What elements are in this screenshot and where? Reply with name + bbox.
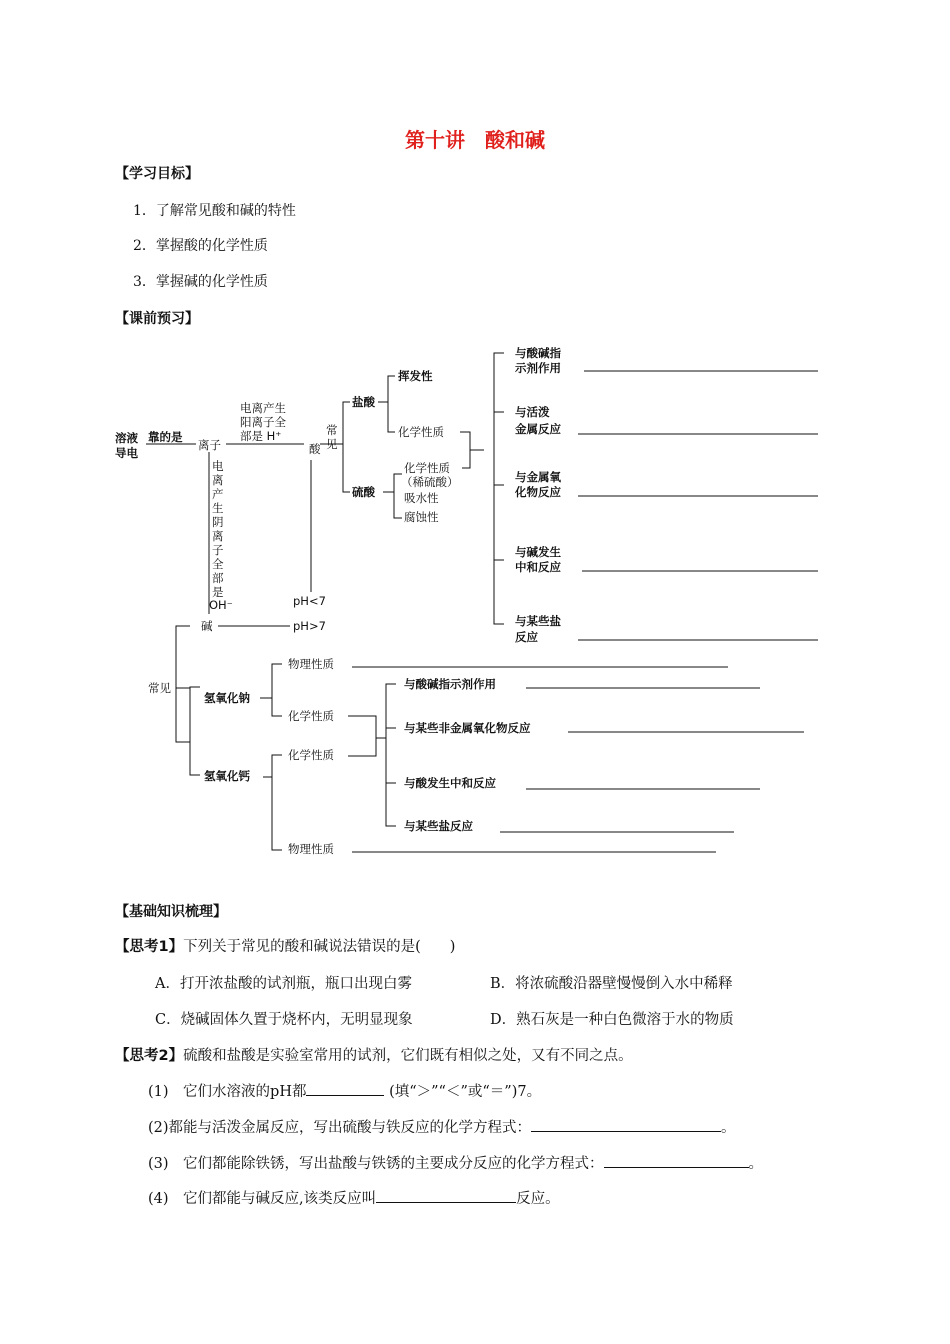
physical-prop-text: 物理性质: [288, 842, 334, 856]
option-c[interactable]: C．烧碱固体久置于烧杯内，无明显现象: [155, 1012, 413, 1028]
chem-prop-text: 化学性质: [398, 425, 444, 439]
solution-conduct-text: 溶液: [115, 431, 138, 445]
anion-def-char: 生: [212, 501, 224, 515]
common-acid-text: 见: [326, 437, 338, 451]
question-stem: 硫酸和盐酸是实验室常用的试剂，它们既有相似之处，又有不同之点。: [183, 1048, 633, 1064]
option-a[interactable]: A．打开浓盐酸的试剂瓶，瓶口出现白雾: [155, 976, 412, 992]
page-title: 第十讲 酸和碱: [405, 128, 545, 152]
cation-def-text: 电离产生: [240, 401, 286, 415]
acid-prop-text: 与碱发生: [515, 545, 561, 559]
sub-question-text: (2)都能与活泼金属反应，写出硫酸与铁反应的化学方程式：: [148, 1120, 532, 1136]
anion-def-char: 部: [212, 571, 224, 585]
review-heading: 【基础知识梳理】: [115, 904, 227, 920]
base-prop-text: 与酸碱指示剂作用: [404, 677, 496, 691]
hcl-text: 盐酸: [352, 395, 375, 409]
water-absorb-text: 吸水性: [404, 491, 439, 505]
question-1: [115, 935, 455, 956]
naoh-text: 氢氧化钠: [204, 691, 250, 705]
acid-prop-text: 示剂作用: [515, 361, 561, 375]
anion-def-char: 电: [212, 459, 224, 473]
physical-prop-text: 物理性质: [288, 657, 334, 671]
corrosive-text: 腐蚀性: [404, 510, 439, 524]
sub-question-4: [148, 1187, 560, 1208]
anion-def-char: 子: [212, 543, 224, 557]
ion-text: 离子: [198, 438, 221, 452]
acid-prop-text: 与某些盐: [515, 614, 561, 628]
question-2: [115, 1044, 633, 1065]
question-tag: 【思考1】: [115, 939, 184, 955]
sub-question-text: 。: [721, 1120, 736, 1136]
base-prop-text: 与某些盐反应: [404, 819, 473, 833]
acid-prop-text: 化物反应: [515, 485, 561, 499]
sub-question-3: [148, 1152, 763, 1173]
chem-prop-dilute-text: （稀硫酸）: [401, 475, 459, 489]
h2so4-text: 硫酸: [352, 485, 375, 499]
sub-question-text: 。: [748, 1156, 764, 1172]
bracket-line: [386, 684, 396, 826]
bracket-line: [348, 716, 376, 756]
objective-item: 1．了解常见酸和碱的特性: [133, 203, 296, 219]
answer-blank[interactable]: [531, 1117, 721, 1132]
rely-on-text: 靠的是: [148, 430, 183, 444]
common-base-text: 常见: [148, 681, 171, 695]
acid-prop-text: 反应: [515, 630, 538, 644]
sub-question-text: (填“＞”“＜”或“＝”)7。: [389, 1084, 542, 1100]
base-prop-text: 与某些非金属氧化物反应: [404, 721, 531, 735]
ph-gt-text: pH>7: [293, 619, 326, 633]
answer-blank[interactable]: [376, 1188, 516, 1203]
objective-item: 3．掌握碱的化学性质: [133, 274, 268, 290]
base-text: 碱: [201, 619, 213, 633]
bracket-line: [190, 687, 200, 775]
bracket-line: [176, 626, 190, 742]
answer-blank[interactable]: [306, 1081, 384, 1096]
anion-def-char: 产: [212, 487, 224, 501]
acid-prop-text: 与活泼: [515, 405, 550, 419]
option-b[interactable]: B．将浓硫酸沿器壁慢慢倒入水中稀释: [490, 976, 733, 992]
caoh2-text: 氢氧化钙: [204, 769, 250, 783]
objective-item: 2．掌握酸的化学性质: [133, 238, 268, 254]
bracket-line: [272, 664, 282, 716]
sub-question-2: [148, 1116, 736, 1137]
volatility-text: 挥发性: [398, 369, 433, 383]
bracket-line: [388, 376, 395, 432]
question-tag: 【思考2】: [115, 1048, 184, 1064]
anion-def-char: 是: [212, 585, 224, 599]
acid-prop-text: 与金属氧: [515, 470, 561, 484]
bracket-line: [494, 353, 504, 624]
chem-prop-text: 化学性质: [288, 709, 334, 723]
base-prop-text: 与酸发生中和反应: [404, 776, 496, 790]
cation-def-text: 阳离子全: [240, 415, 286, 429]
acid-prop-text: 与酸碱指: [515, 346, 561, 360]
anion-def-char: 阴: [212, 515, 224, 529]
ph-lt-text: pH<7: [293, 594, 326, 608]
acid-text: 酸: [309, 442, 321, 456]
sub-question-text: (4) 它们都能与碱反应,该类反应叫: [148, 1191, 377, 1207]
sub-question-text: (1) 它们水溶液的pH都: [148, 1084, 307, 1100]
anion-def-char: 全: [212, 557, 224, 571]
common-acid-text: 常: [326, 423, 338, 437]
chem-prop-text: 化学性质: [288, 748, 334, 762]
cation-def-text: 部是 H⁺: [240, 429, 282, 443]
bracket-line: [460, 432, 470, 468]
oh-ion-text: OH⁻: [209, 598, 233, 612]
anion-def-char: 离: [212, 529, 224, 543]
chem-prop-dilute-text: 化学性质: [404, 461, 450, 475]
acid-prop-text: 中和反应: [515, 560, 561, 574]
option-d[interactable]: D．熟石灰是一种白色微溶于水的物质: [490, 1012, 734, 1028]
objectives-heading: 【学习目标】: [115, 166, 199, 182]
sub-question-text: 反应。: [516, 1191, 560, 1207]
bracket-line: [272, 755, 282, 850]
sub-question-text: (3) 它们都能除铁锈，写出盐酸与铁锈的主要成分反应的化学方程式：: [148, 1156, 604, 1172]
sub-question-1: [148, 1080, 541, 1101]
anion-def-char: 离: [212, 473, 224, 487]
acid-prop-text: 金属反应: [515, 422, 561, 436]
bracket-line: [343, 402, 350, 492]
answer-blank[interactable]: [604, 1153, 749, 1168]
solution-conduct-text: 导电: [115, 446, 138, 460]
question-stem: 下列关于常见的酸和碱说法错误的是( ): [183, 939, 456, 955]
preview-heading: 【课前预习】: [115, 311, 199, 327]
